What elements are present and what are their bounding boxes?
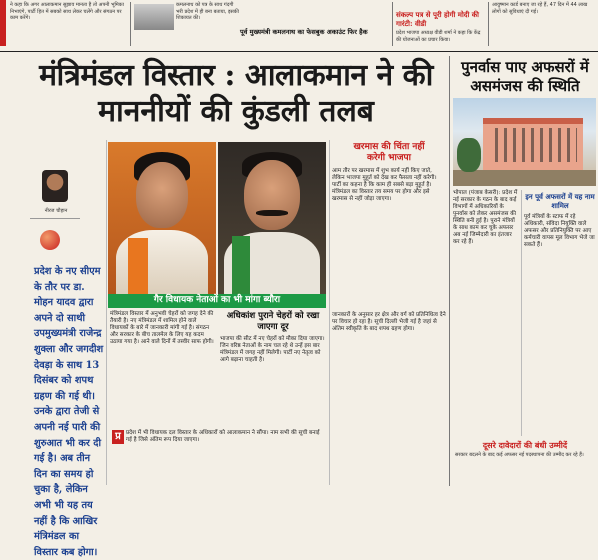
right-headline-line-1: पुनर्वास पाए अफसरों में: [461, 58, 589, 76]
col4-bottom-subhead: दूसरे दावेदारों की बंधी उम्मीदें: [482, 440, 568, 450]
headline-line-1: मंत्रिमंडल विस्तार : आलाकमान ने की: [39, 58, 433, 93]
col4-side-body: पूर्व मंत्रियों के स्टाफ में रहे अधिकारी, संविदा नियुक्ति वाले अफसर और प्रतिनियुक्ति पर आए कर्मचारी वापस मूल विभाग भेजे जा सकते हैं।: [524, 214, 595, 248]
top-col-3-headline: संकल्प पत्र से पूरी होगी मोदी की गारंटी: वीडी: [396, 10, 479, 28]
center-subhead: अधिकांश पुराने चेहरों को रखा जाएगा दूर: [226, 311, 320, 332]
right-headline-line-2: असमंजस की स्थिति: [470, 77, 580, 95]
reporter-avatar: [42, 170, 68, 202]
col4-side-subhead: इन पूर्व अफसरों में यह नाम शामिल: [525, 192, 595, 210]
top-col-2-body: कमलनाथ को पत्र के साथ गंदगी भरी प्रदेश में ही बना बताया, इसकी शिकायत की।: [176, 2, 239, 21]
col3-body: आम तौर पर खरमास में शुभ कार्य नहीं किए जाते, लेकिन भाजपा मुहूर्त को देख कर फैसला नहीं करेगी। पार्टी का कहना है कि काम ही सबसे बड़ा मुहूर्त है। मंत्रिमंडल का विस्तार तय समय पर होगा और इसे खरमास से नहीं जोड़ा जाएगा।: [332, 168, 437, 202]
reporter-name: नीरज चौहान: [44, 208, 68, 214]
thumbnail-photo: [134, 4, 174, 30]
right-headline: [452, 58, 598, 96]
col3-body-2: जानकारों के अनुसार हर क्षेत्र और वर्ग को प्रतिनिधित्व देने पर विचार हो रहा है। सूची दिल्ली भेजी गई है जहां से अंतिम स्वीकृति के बाद शपथ ग्रहण होगा।: [332, 312, 446, 332]
building-photo: [453, 98, 596, 186]
red-accent-bar: [0, 0, 6, 46]
top-col-2-headline: पूर्व मुख्यमंत्री कमलनाथ का फेसबुक अकाउंट फिर हैक: [240, 28, 368, 36]
top-col-1: ने कहा कि अगर आलाकमान सुझाव मानता है तो अपनी भूमिका निभाएंगे, पार्टी हित में सबको साथ लेकर चलेंगे और संगठन पर काम करेंगे।: [10, 2, 124, 21]
col3-subhead-line-2: करेगी भाजपा: [367, 153, 411, 163]
center-bottom: प्रदेश में भी विधायक दल विस्तार के अधिकारों को आलाकमान ने सौंपा। नाम सभी की सूची बनाई गई है जिसे अंतिम रूप दिया जाएगा।: [126, 430, 320, 443]
col3-subhead-line-1: खरमास की चिंता नहीं: [353, 142, 425, 152]
top-col-4: आयुष्मान कार्ड बनाए जा रहे हैं, 47 दिन में 44 लाख लोगों को सुविधाएं दी गई।: [492, 2, 588, 15]
photo-caption: गैर विधायक नेताओं का भी मांगा ब्यौरा: [108, 294, 326, 308]
top-col-3-body: प्रदेश भाजपा अध्यक्ष वीडी शर्मा ने कहा कि केंद्र की योजनाओं का प्रचार किया।: [396, 30, 481, 43]
col4-dateline: भोपाल (पंजाब केसरी): प्रदेश में नई सरकार के गठन के बाद कई विभागों में अधिकारियों के पुनर्वास को लेकर असमंजस की स्थिति बनी हुई है। पुराने मंत्रियों के साथ काम कर चुके अफसर अब नई जिम्मेदारी का इंतजार कर रहे हैं।: [453, 190, 518, 245]
center-body-left: मंत्रिमंडल विस्तार में अनुभवी चेहरों को जगह देने की तैयारी है। नए मंत्रिमंडल में शामिल होने वाले विधायकों के बारे में जानकारी मांगी गई है। संगठन और सरकार के बीच तालमेल के लिए यह कदम उठाया गया है। आने वाले दिनों में तस्वीर साफ होगी।: [110, 311, 214, 345]
headline-line-2: माननीयों की कुंडली तलब: [98, 94, 374, 129]
dropcap: प्र: [112, 430, 124, 444]
center-body-right: भाजपा की सीट में नए चेहरों को मौका दिया जाएगा। जिन वरिष्ठ नेताओं के नाम चल रहे थे उन्हें इस बार मंत्रिमंडल में जगह नहीं मिलेगी। पार्टी नए नेतृत्व को आगे बढ़ाना चाहती है।: [220, 336, 325, 363]
col4-bottom-body: सरकार बदलने के बाद कई अफसर नई पदस्थापना की उम्मीद कर रहे हैं।: [455, 452, 584, 458]
col3-subhead: [332, 142, 446, 164]
accent-dot-icon: [40, 230, 60, 250]
main-headline: [22, 58, 450, 130]
portrait-right: [218, 142, 326, 294]
top-strip: [0, 0, 598, 52]
left-intro: प्रदेश के नए सीएम के तौर पर डा. मोहन यादव द्वारा अपने दो साथी उपमुख्यमंत्री राजेन्द्र शुक्ला और जगदीश देवड़ा के साथ 13 दिसंबर को शपथ ग्रहण की गई थी। उनके द्वारा तेजी से अपनी नई पारी की शुरुआत भी कर दी गई है। अब तीन दिन का समय हो चुका है, लेकिन अभी भी यह तय नहीं है कि आखिर मंत्रिमंडल का विस्तार कब होगा।: [34, 266, 104, 558]
portrait-left: [108, 142, 216, 294]
